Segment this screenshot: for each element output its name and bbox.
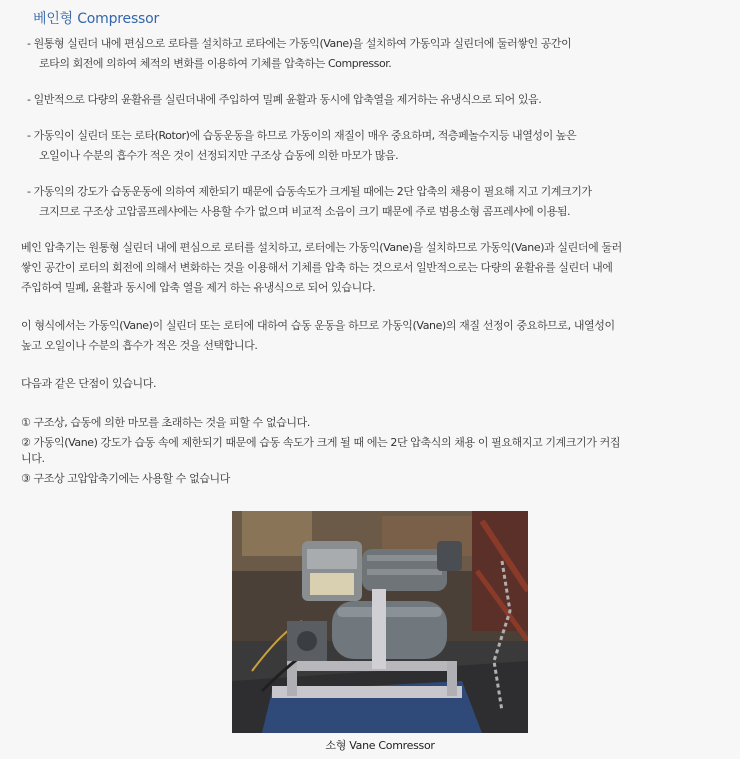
bullet-line: 크지므로 구조상 고압콤프레샤에는 사용할 수가 없으며 비교적 소음이 크기 때문에 주로 범용소형 콤프레샤에 이용됨. bbox=[39, 205, 571, 218]
vane-compressor-photo bbox=[232, 511, 528, 733]
page-title: 베인형 Compressor bbox=[33, 11, 160, 27]
bullet-item bbox=[27, 90, 727, 110]
material-paragraph bbox=[21, 316, 733, 356]
description-paragraph bbox=[21, 238, 733, 298]
paragraph-line: 주입하여 밀폐, 윤활과 동시에 압축 열을 제거 하는 유냉식으로 되어 있습니다. bbox=[21, 281, 376, 294]
bullet-item bbox=[27, 34, 727, 74]
paragraph-line: 높고 오일이나 수분의 흡수가 적은 것을 선택합니다. bbox=[21, 339, 258, 352]
paragraph-line: 베인 압축기는 원통형 실린더 내에 편심으로 로터를 설치하고, 로터에는 가동익(Vane)을 설치하므로 가동익(Vane)과 실린더에 둘러 bbox=[21, 241, 622, 254]
drawback-item: ③ 구조상 고압압축기에는 사용할 수 없습니다 bbox=[21, 472, 231, 485]
drawback-item: 니다. bbox=[21, 452, 45, 465]
drawback-item: ① 구조상, 습동에 의한 마모를 초래하는 것을 피할 수 없습니다. bbox=[21, 416, 310, 429]
paragraph-line: 쌓인 공간이 로터의 회전에 의해서 변화하는 것을 이용해서 기체를 압축 하는 것으로서 일반적으로는 다량의 윤활유를 실린더 내에 bbox=[21, 261, 613, 274]
bullet-line: - 가동익이 실린더 또는 로타(Rotor)에 습동운동을 하므로 가동이의 재질이 매우 중요하며, 적층페놀수지등 내열성이 높은 bbox=[27, 129, 577, 142]
photo-caption: 소형 Vane Comressor bbox=[325, 739, 435, 752]
drawback-item: ② 가동익(Vane) 강도가 습동 속에 제한되기 때문에 습동 속도가 크게 될 때 에는 2단 압축식의 채용 이 필요해지고 기계크기가 커집 bbox=[21, 436, 621, 449]
bullet-line: 오일이나 수분의 흡수가 적은 것이 선정되지만 구조상 습동에 의한 마모가 많음. bbox=[39, 149, 399, 162]
bullet-line: - 원통형 실린더 내에 편심으로 로타를 설치하고 로타에는 가동익(Vane)을 설치하여 가동익과 실린더에 둘러쌓인 공간이 bbox=[27, 37, 572, 50]
bullet-line: - 가동익의 강도가 습동운동에 의하여 제한되기 때문에 습동속도가 크게될 때에는 2단 압축의 채용이 필요해 지고 기계크기가 bbox=[27, 185, 592, 198]
drawbacks-list bbox=[21, 413, 733, 489]
paragraph-line: 이 형식에서는 가동익(Vane)이 실린더 또는 로터에 대하여 습동 운동을 하므로 가동익(Vane)의 재질 선정이 중요하므로, 내열성이 bbox=[21, 319, 615, 332]
bullet-item bbox=[27, 182, 727, 222]
bullet-line: 로타의 회전에 의하여 체적의 변화를 이용하여 기체를 압축하는 Compressor. bbox=[39, 57, 392, 70]
paragraph-line: 다음과 같은 단점이 있습니다. bbox=[21, 377, 157, 390]
drawbacks-intro bbox=[21, 374, 733, 394]
bullet-line: - 일반적으로 다량의 윤활유를 실린더내에 주입하여 밀폐 윤활과 동시에 압축열을 제거하는 유냉식으로 되어 있음. bbox=[27, 93, 542, 106]
bullet-item bbox=[27, 126, 727, 166]
